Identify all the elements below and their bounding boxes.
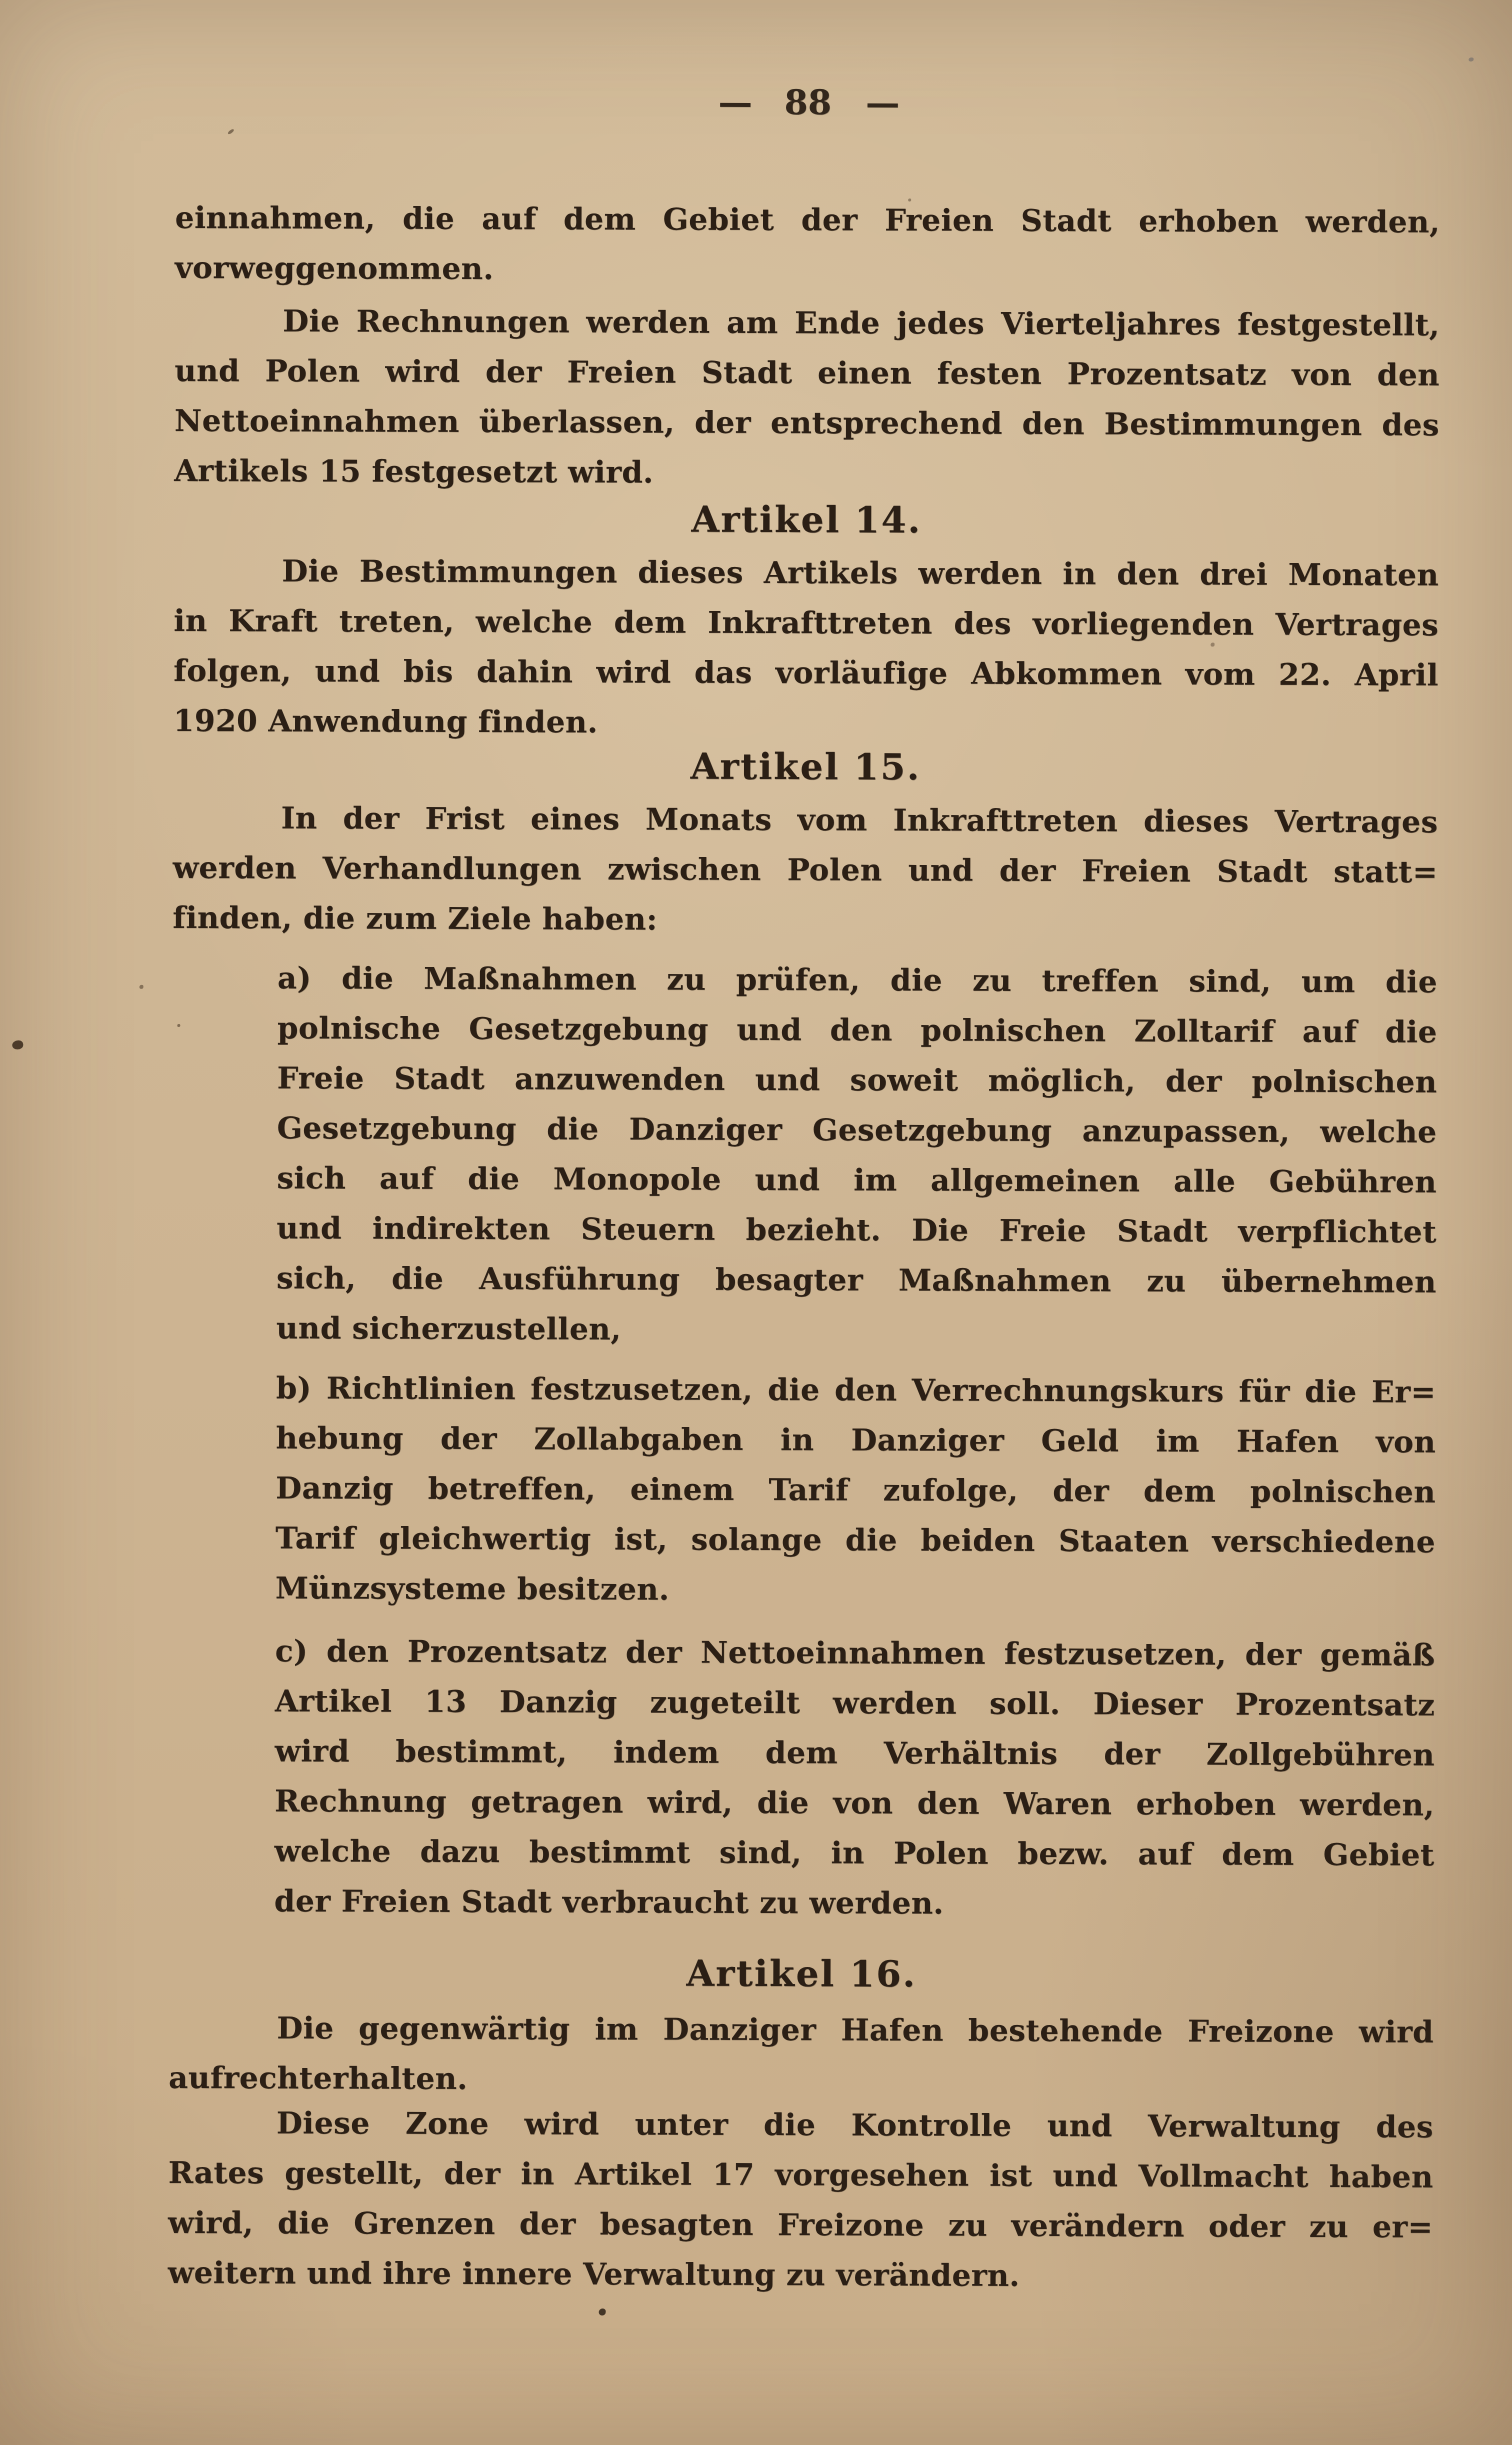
text-line: weitern und ihre innere Verwaltung zu verändern. — [167, 2255, 1020, 2294]
heading-artikel-14: Artikel 14. — [691, 498, 922, 542]
paper-speck — [227, 128, 234, 134]
paragraph-zone-kontrolle — [168, 2099, 1434, 2303]
paragraph-rechnungen — [174, 297, 1440, 501]
text-line: Die gegenwärtig im Danziger Hafen bestehende Freizone wird — [276, 2011, 1434, 2051]
paper-speck — [1469, 57, 1474, 61]
text-line: Artikel 13 Danzig zugeteilt werden soll. Dieser Prozentsatz — [274, 1684, 1435, 1724]
text-line: hebung der Zollabgaben in Danziger Geld im Hafen von — [275, 1421, 1436, 1461]
text-line: Rechnung getragen wird, die von den Waren erhoben werden, — [274, 1784, 1435, 1824]
text-line: Tarif gleichwertig ist, solange die beiden Staaten verschiedene — [275, 1521, 1436, 1561]
heading-artikel-15: Artikel 15. — [690, 745, 921, 789]
text-line: Nettoeinnahmen überlassen, der entsprechend den Bestimmungen des — [174, 403, 1440, 444]
text-line: Danzig betreffen, einem Tarif zufolge, der dem polnischen — [275, 1471, 1436, 1511]
text-line: Diese Zone wird unter die Kontrolle und Verwaltung des — [276, 2106, 1434, 2146]
text-line: und sicherzustellen, — [276, 1311, 622, 1348]
text-line: 1920 Anwendung finden. — [173, 703, 598, 741]
text-line: vorweggenommen. — [174, 250, 494, 288]
paragraph-frist — [173, 794, 1439, 948]
paper-speck — [908, 199, 911, 202]
paper-speck — [139, 985, 143, 989]
text-line: finden, die zum Ziele haben: — [172, 900, 658, 938]
text-line: wird, die Grenzen der besagten Freizone zu verändern oder zu er= — [168, 2205, 1434, 2246]
list-item-b — [275, 1364, 1436, 1618]
text-line: polnische Gesetzgebung und den polnischen Zolltarif auf die — [277, 1011, 1438, 1051]
paper-speck — [599, 2308, 606, 2315]
heading-artikel-16: Artikel 16. — [686, 1952, 917, 1996]
list-item-a — [276, 954, 1437, 1358]
text-line: a) die Maßnahmen zu prüfen, die zu treffen sind, um die — [277, 961, 1438, 1001]
paper-speck — [12, 1040, 23, 1049]
text-line: einnahmen, die auf dem Gebiet der Freien Stadt erhoben werden, — [175, 200, 1441, 241]
text-line: Gesetzgebung die Danziger Gesetzgebung anzupassen, welche — [276, 1111, 1437, 1151]
page-number-right-dash: — — [865, 83, 898, 124]
text-line: der Freien Stadt verbraucht zu werden. — [274, 1884, 944, 1922]
text-line: Die Rechnungen werden am Ende jedes Vierteljahres festgestellt, — [282, 304, 1440, 344]
paragraph-freizone — [168, 2004, 1433, 2108]
page-number-left-dash: — — [718, 82, 751, 123]
text-line: in Kraft treten, welche dem Inkrafttreten des vorliegenden Vertrages — [173, 603, 1439, 644]
paragraph-bestimmungen — [173, 547, 1439, 751]
page-number-row — [175, 76, 1440, 130]
text-line: Artikels 15 festgesetzt wird. — [174, 453, 654, 491]
text-line: Münzsysteme besitzen. — [275, 1571, 670, 1608]
text-line: werden Verhandlungen zwischen Polen und der Freien Stadt statt= — [172, 850, 1438, 891]
text-line: sich auf die Monopole und im allgemeinen alle Gebühren — [276, 1161, 1437, 1201]
list-item-c — [274, 1627, 1435, 1931]
text-line: sich, die Ausführung besagter Maßnahmen zu übernehmen — [276, 1261, 1437, 1301]
text-line: Die Bestimmungen dieses Artikels werden in den drei Monaten — [281, 554, 1439, 594]
text-line: In der Frist eines Monats vom Inkrafttreten dieses Vertrages — [280, 801, 1439, 841]
text-line: Rates gestellt, der in Artikel 17 vorgesehen ist und Vollmacht haben — [168, 2155, 1434, 2196]
text-line: b) Richtlinien festzusetzen, die den Verrechnungskurs für die Er= — [275, 1371, 1437, 1411]
paragraph-continuation — [175, 194, 1440, 298]
text-line: wird bestimmt, indem dem Verhältnis der Zollgebühren — [274, 1734, 1435, 1774]
paper-speck — [177, 1024, 180, 1027]
text-line: welche dazu bestimmt sind, in Polen bezw. auf dem Gebiet — [274, 1834, 1435, 1874]
text-line: Freie Stadt anzuwenden und soweit möglich, der polnischen — [277, 1061, 1438, 1101]
text-line: folgen, und bis dahin wird das vorläufige Abkommen vom 22. April — [173, 653, 1439, 694]
text-line: aufrechterhalten. — [168, 2060, 468, 2097]
text-line: und indirekten Steuern bezieht. Die Freie Stadt verpflichtet — [276, 1211, 1437, 1251]
text-line: und Polen wird der Freien Stadt einen festen Prozentsatz von den — [174, 353, 1440, 394]
page-number: 88 — [784, 83, 832, 124]
paper-speck — [1211, 643, 1215, 647]
text-line: c) den Prozentsatz der Nettoeinnahmen festzusetzen, der gemäß — [275, 1634, 1436, 1674]
